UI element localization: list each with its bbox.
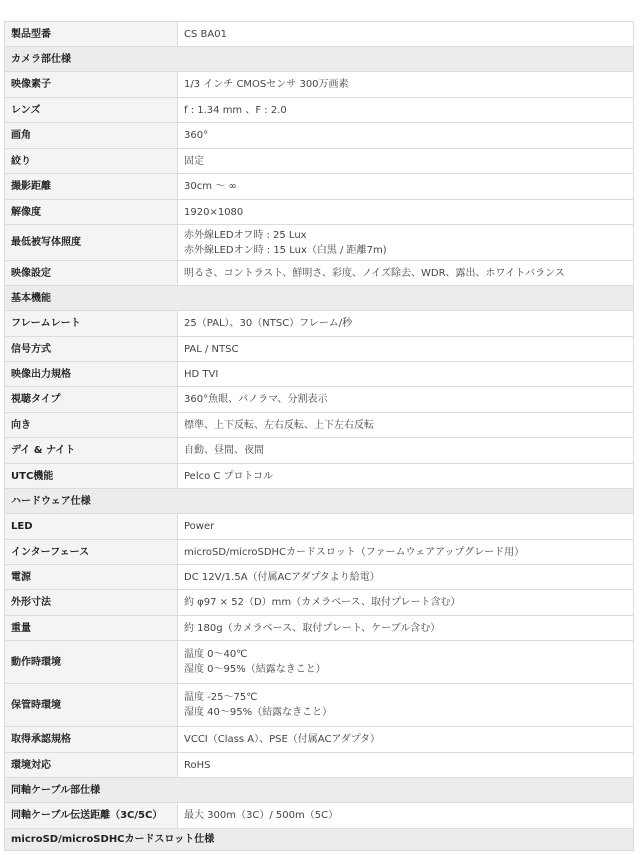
- spec-section-header: [5, 489, 634, 514]
- spec-value-line: 25（PAL）、30（NTSC）フレーム/秒: [184, 318, 353, 329]
- spec-value-line: microSD/microSDHCカードスロット（ファームウェアアップグレード用）: [184, 546, 525, 558]
- spec-value-line: 温度 0～40℃: [184, 649, 248, 660]
- spec-label: 取得承認規格: [5, 727, 178, 753]
- spec-label: 映像出力規格: [5, 362, 178, 387]
- spec-value-line: 湿度 40～95%（結露なきこと）: [184, 707, 333, 718]
- spec-label: 画角: [5, 123, 178, 149]
- spec-section-title: microSD/microSDHCカードスロット仕様: [5, 829, 634, 851]
- spec-value: [178, 200, 634, 225]
- spec-value-line: 湿度 0～95%（結露なきこと）: [184, 664, 326, 675]
- spec-value: [178, 123, 634, 149]
- spec-section-title: カメラ部仕様: [5, 47, 634, 72]
- spec-value: [178, 261, 634, 286]
- spec-label: 外形寸法: [5, 590, 178, 616]
- spec-label: 製品型番: [5, 22, 178, 47]
- spec-value: [178, 590, 634, 616]
- spec-value: [178, 438, 634, 464]
- spec-section-header: [5, 778, 634, 803]
- spec-value-line: 1/3 インチ CMOSセンサ 300万画素: [184, 79, 349, 90]
- spec-label: 電源: [5, 565, 178, 590]
- spec-value-line: 360°魚眼、パノラマ、分割表示: [184, 394, 328, 405]
- spec-row: [5, 22, 634, 47]
- spec-row: [5, 803, 634, 829]
- spec-value: [178, 98, 634, 123]
- spec-row: [5, 616, 634, 641]
- spec-label: 保管時環境: [5, 684, 178, 727]
- spec-row: [5, 387, 634, 413]
- spec-table: [4, 21, 634, 851]
- spec-value: [178, 362, 634, 387]
- spec-value-line: 約 180g（カメラベース、取付プレート、ケーブル含む）: [184, 622, 441, 634]
- spec-row: [5, 123, 634, 149]
- spec-value-line: 最大 300m（3C）/ 500m（5C）: [184, 810, 339, 821]
- spec-section-title: ハードウェア仕様: [5, 489, 634, 514]
- spec-label: UTC機能: [5, 464, 178, 489]
- spec-label: 映像設定: [5, 261, 178, 286]
- spec-row: [5, 565, 634, 590]
- spec-value: [178, 616, 634, 641]
- spec-row: [5, 362, 634, 387]
- spec-value: [178, 727, 634, 753]
- spec-row: [5, 641, 634, 684]
- spec-value: [178, 753, 634, 778]
- spec-value-line: 赤外線LEDオフ時 : 25 Lux: [184, 229, 307, 241]
- spec-label: 最低被写体照度: [5, 225, 178, 261]
- spec-row: [5, 438, 634, 464]
- spec-value-line: Pelco C プロトコル: [184, 470, 274, 482]
- spec-label: 環境対応: [5, 753, 178, 778]
- spec-row: [5, 413, 634, 438]
- spec-label: インターフェース: [5, 540, 178, 565]
- spec-row: [5, 261, 634, 286]
- spec-row: [5, 72, 634, 98]
- spec-value-line: HD TVI: [184, 368, 219, 380]
- spec-table-body: [5, 22, 634, 851]
- spec-value-line: f : 1.34 mm 、F : 2.0: [184, 104, 287, 116]
- spec-value: [178, 174, 634, 200]
- spec-section-title: 同軸ケーブル部仕様: [5, 778, 634, 803]
- spec-value: [178, 684, 634, 727]
- spec-section-header: [5, 286, 634, 311]
- spec-value-line: VCCI（Class A）、PSE（付属ACアダプタ）: [184, 734, 381, 745]
- spec-value: [178, 641, 634, 684]
- spec-section-header: [5, 829, 634, 851]
- spec-value-line: CS BA01: [184, 28, 227, 40]
- spec-row: [5, 540, 634, 565]
- spec-value-line: RoHS: [184, 759, 211, 771]
- spec-section-title: 基本機能: [5, 286, 634, 311]
- spec-row: [5, 200, 634, 225]
- spec-label: 絞り: [5, 149, 178, 174]
- spec-value: [178, 565, 634, 590]
- spec-value-line: 30cm ～ ∞: [184, 181, 237, 192]
- spec-label: 同軸ケーブル伝送距離（3C/5C）: [5, 803, 178, 829]
- spec-value-line: PAL / NTSC: [184, 343, 239, 355]
- spec-row: [5, 174, 634, 200]
- spec-row: [5, 753, 634, 778]
- spec-value: [178, 514, 634, 540]
- spec-row: [5, 727, 634, 753]
- spec-label: 撮影距離: [5, 174, 178, 200]
- spec-row: [5, 225, 634, 261]
- spec-value-line: 1920×1080: [184, 206, 244, 218]
- spec-row: [5, 98, 634, 123]
- spec-row: [5, 311, 634, 337]
- spec-row: [5, 590, 634, 616]
- spec-value-line: DC 12V/1.5A（付属ACアダプタより給電）: [184, 571, 380, 583]
- spec-value: [178, 803, 634, 829]
- spec-label: 向き: [5, 413, 178, 438]
- spec-value: [178, 72, 634, 98]
- spec-value: [178, 337, 634, 362]
- spec-value-line: 標準、上下反転、左右反転、上下左右反転: [184, 419, 374, 431]
- spec-label: デイ & ナイト: [5, 438, 178, 464]
- spec-label: フレームレート: [5, 311, 178, 337]
- spec-label: 信号方式: [5, 337, 178, 362]
- spec-value: [178, 311, 634, 337]
- spec-value: [178, 22, 634, 47]
- spec-value-line: 360°: [184, 130, 209, 141]
- spec-value-line: 温度 -25～75℃: [184, 692, 258, 703]
- spec-value-line: 明るさ、コントラスト、鮮明さ、彩度、ノイズ除去、WDR、露出、ホワイトバランス: [184, 267, 565, 279]
- spec-label: 重量: [5, 616, 178, 641]
- spec-label: 解像度: [5, 200, 178, 225]
- spec-value: [178, 387, 634, 413]
- spec-row: [5, 464, 634, 489]
- spec-value: [178, 225, 634, 261]
- spec-value-line: 自動、昼間、夜間: [184, 445, 264, 456]
- spec-row: [5, 514, 634, 540]
- spec-value-line: 赤外線LEDオン時 : 15 Lux（白黒 / 距離7m): [184, 244, 387, 256]
- spec-row: [5, 684, 634, 727]
- spec-label: 視聴タイプ: [5, 387, 178, 413]
- spec-value: [178, 464, 634, 489]
- spec-value-line: 約 φ97 × 52（D）mm（カメラベース、取付プレート含む）: [184, 597, 461, 608]
- spec-value: [178, 540, 634, 565]
- spec-value: [178, 149, 634, 174]
- spec-label: LED: [5, 514, 178, 540]
- spec-label: 映像素子: [5, 72, 178, 98]
- spec-value-line: Power: [184, 521, 215, 532]
- spec-label: レンズ: [5, 98, 178, 123]
- spec-row: [5, 149, 634, 174]
- spec-value-line: 固定: [184, 155, 204, 167]
- spec-section-header: [5, 47, 634, 72]
- spec-row: [5, 337, 634, 362]
- spec-label: 動作時環境: [5, 641, 178, 684]
- spec-value: [178, 413, 634, 438]
